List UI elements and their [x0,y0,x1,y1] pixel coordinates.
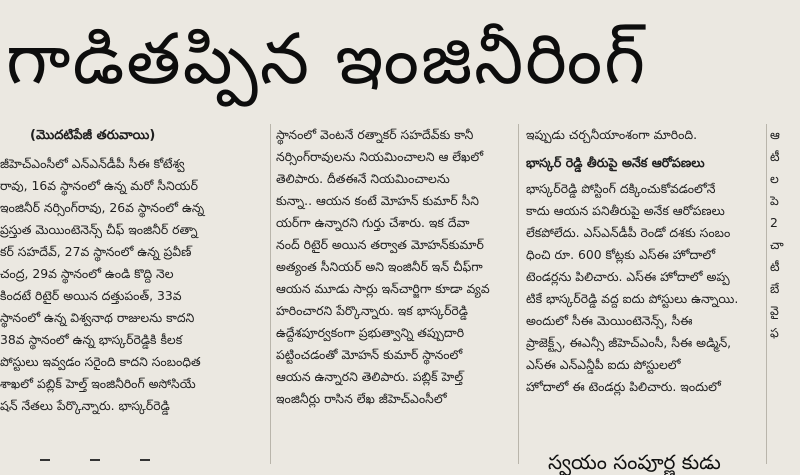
text-line: చంద్ర, 29వ స్థానంలో ఉండి కొద్ది నెల [0,266,174,281]
cropped-heading-fragment [40,456,500,475]
text-line: 38వ స్థానంలో ఉన్న భాస్కర్‌రెడ్డికి కీలక [0,332,183,347]
text-line: జీహెచ్‌ఎంసీలో ఎన్‌ఎన్‌డీపీ సీఈ కోటేశ్వ [0,156,185,171]
text-line: ఫ [770,325,779,340]
text-line: భాస్కర్‌రెడ్డి పోస్టింగ్ దక్కించుకోవడంలోనే [526,181,716,196]
headline: గాడితప్పిన ఇంజినీరింగ్ [6,18,648,100]
text-line: నంద్ రిటైర్ అయిన తర్వాత మోహన్‌కుమార్ [276,237,484,252]
text-line: షన్ నేతలు పేర్కొన్నారు. భాస్కర్‌రెడ్డి [0,398,170,413]
text-line: నర్సింగ్‌రావులను నియమించాలని ఆ లేఖలో [276,149,484,164]
text-line: కర్ సహదేవ్, 27వ స్థానంలో ఉన్న ప్రవీణ్ [0,244,192,259]
text-line: హరించారని పేర్కొన్నారు. ఇక భాస్కర్‌రెడ్డి [276,303,468,318]
article-column-4-cropped [770,124,800,344]
text-line: ఉద్దేశపూర్వకంగా ప్రభుత్వాన్ని తప్పుదారి [276,325,465,340]
continued-tag: (మొదటిపేజీ తరువాయి) [30,128,156,143]
text-line: హోదాలో ఈ టెండర్లు పిలిచారు. ఇందులో [526,379,721,394]
article-column-1 [0,124,266,417]
text-line: ధించి రూ. 600 కోట్లకు ఎస్‌ఈ హోదాలో [526,247,716,262]
text-line: చా [770,237,784,252]
text-line: కున్నా.. ఆయన కంటే మోహన్ కుమార్ సీని [276,193,479,208]
text-line: బే [770,281,780,296]
text-line: పట్టించడంతో మోహన్ కుమార్ స్థానంలో [276,347,463,362]
subheading: భాస్కర్ రెడ్డి తీరుపై అనేక ఆరోపణలు [526,155,705,170]
text-line: లేకపోలేదు. ఎస్‌ఎన్‌డీపీ రెండో దశకు సంబం [526,225,731,240]
text-line: స్థానంలో ఉన్న విశ్వనాథ రాజులను కాదని [0,310,195,325]
text-line: వై [770,303,779,318]
text-line: టీ [770,149,780,164]
text-line: ఆయన మూడు సార్లు ఇన్‌చార్జిగా కూడా వ్యవ [276,281,490,296]
text-line: యర్‌గా ఉన్నారని గుర్తు చేశారు. ఇక దేవా [276,215,470,230]
column-2-text [276,124,510,410]
column-divider [518,124,519,464]
text-line: అత్యంత సీనియర్ అని ఇంజినీర్ ఇన్ చీఫ్‌గా [276,259,483,274]
text-line: ఆయన ఉన్నారని తెలిపారు. పబ్లిక్ హెల్త్ [276,369,464,384]
text-line: కిందటే రిటైర్ అయిన దత్తుపంత్, 33వ [0,288,182,303]
text-line: అందులో సీఈ మెయింటెనెన్స్, సీఈ [526,313,693,328]
text-line: ల [770,171,779,186]
text-line: ఇంజినీర్లు రాసిన లేఖ జీహెచ్ఎంసీలో [276,391,447,406]
column-1-text [0,153,266,417]
text-line: పోస్టులు ఇవ్వడం సరైంది కాదని సంబంధిత [0,354,201,369]
article-column-2 [276,124,510,410]
column-divider [766,124,767,464]
column-4-text [770,124,800,344]
bottom-headline: స్వయం సంపూర్ణ కుడు [548,450,721,474]
column-3-intro: ఇప్పుడు చర్చనీయాంశంగా మారింది. [526,127,698,142]
text-line: 2 [770,215,778,230]
text-line: ఎస్ఈ ఎన్ఎన్డీపీ ఐదు పోస్టులలో [526,357,681,372]
text-line: టికే భాస్కర్‌రెడ్డి వద్ద ఐదు పోస్టులు ఉన్నాయి. [526,291,739,306]
text-line: ఇంజినీర్ నర్సింగ్‌రావు, 26వ స్థానంలో ఉన్న [0,200,205,215]
article-column-3 [526,124,762,398]
text-line: ప్రస్తుత మెయింటెనెన్స్ చీఫ్ ఇంజినీర్ రత్నా [0,222,198,237]
text-line: టీ [770,259,780,274]
text-line: రావు, 16వ స్థానంలో ఉన్న మరో సీనియర్ [0,178,198,193]
column-3-text [526,178,762,398]
text-line: శాఖలో పబ్లిక్ హెల్త్ ఇంజినీరింగ్ అసోసియే [0,376,196,391]
text-line: ఆ [770,127,780,142]
text-line: స్థానంలో వెంటనే రత్నాకర్ సహదేవ్‌కు కానీ [276,127,474,142]
text-line: టెండర్లను పిలిచారు. ఎస్‌ఈ హోదాలో అప్ప [526,269,730,284]
text-line: పె [770,193,779,208]
column-divider [270,124,271,464]
text-line: కాదు ఆయన పనితీరుపై అనేక ఆరోపణలు [526,203,725,218]
text-line: ప్రాజెక్ట్స్, ఈఎన్సీ జీహెచ్ఎంసీ, సీఈ అడ్మిన్, [526,335,732,350]
text-line: తెలిపారు. దీతఈనే నియమించాలను [276,171,450,186]
